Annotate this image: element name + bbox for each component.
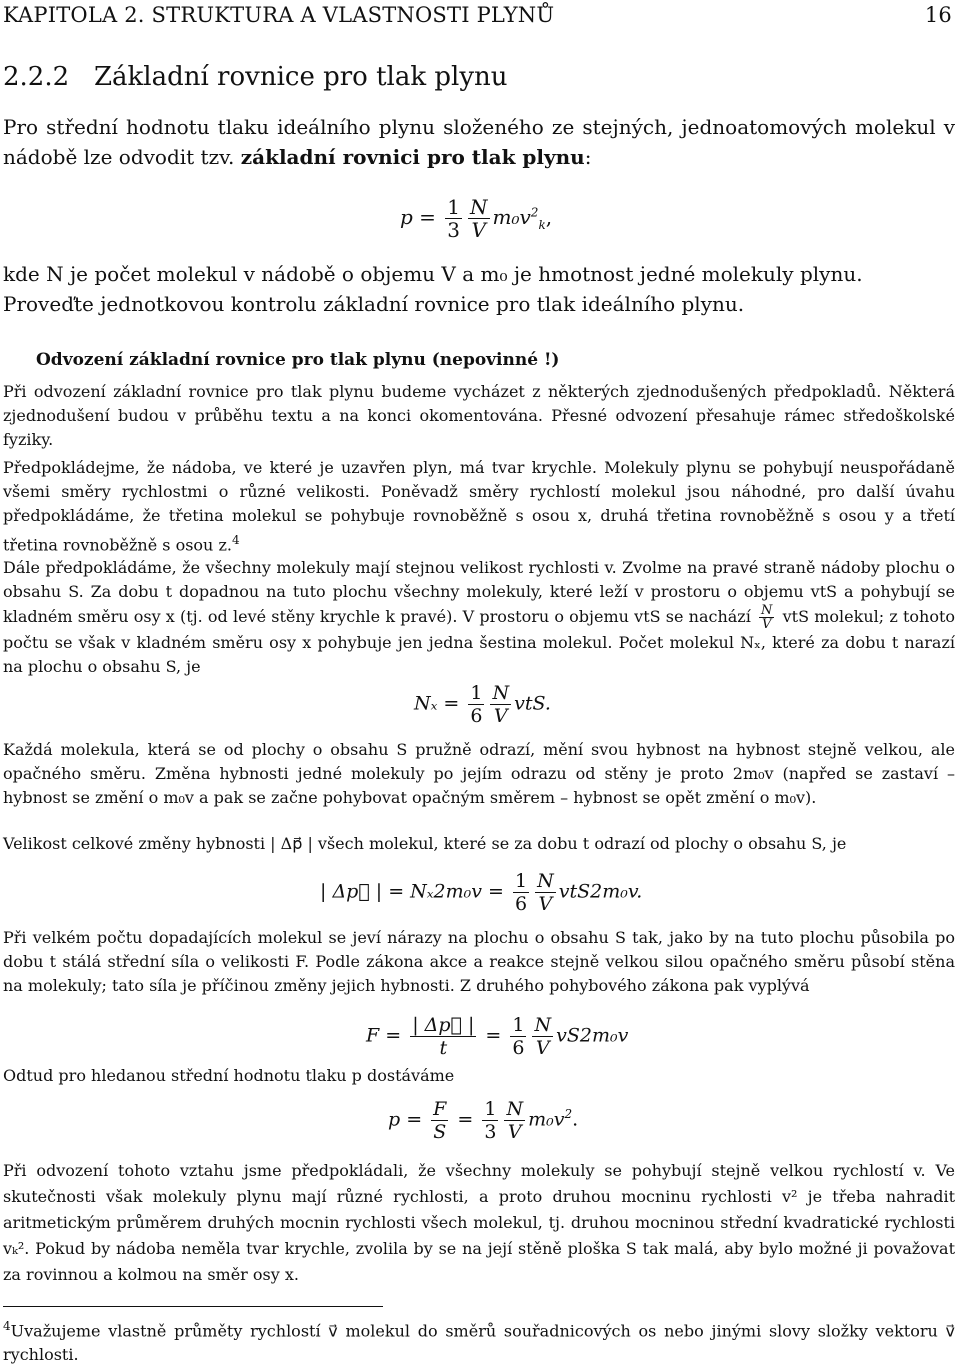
eq1-num1: 1 <box>447 195 461 219</box>
running-header <box>3 3 952 33</box>
eq4-frac-0 <box>410 1014 476 1059</box>
p3-inline-frac <box>759 604 774 631</box>
eq5-den0: S <box>433 1121 447 1143</box>
eq4-den2: V <box>535 1037 550 1059</box>
eq5-den2: V <box>507 1121 522 1143</box>
eq5-frac-b <box>504 1098 525 1143</box>
eq2-num2: N <box>492 682 510 704</box>
eq3-frac-a <box>513 870 529 915</box>
eq2-lhs: Nₓ = <box>414 692 460 715</box>
eq5-frac-a <box>482 1098 498 1143</box>
eq3-rhs: vtS2m₀v. <box>558 880 643 903</box>
footnote-text: Uvažujeme vlastně průměty rychlostí v⃗ molekul do směrů souřadnicových os nebo jinými slovy složky vektoru v⃗ rychlosti. <box>3 1321 955 1365</box>
derivation-p6: Při velkém počtu dopadajících molekul se jeví nárazy na plochu o obsahu S tak, jako by na tuto plochu působila po dobu t stálá střední síla o velikosti F. Podle zákona akce a reakce stejně velkou silou opačného směru působí stěna na molekuly; tato síla je příčinou změny jejich hybnosti. Z druhého pohybového zákona pak vyplývá <box>3 928 955 995</box>
eq5-frac-0 <box>431 1098 448 1143</box>
page-number: 16 <box>924 3 952 27</box>
intro-colon: : <box>584 145 592 169</box>
eq5-sup: 2 <box>564 1107 573 1122</box>
eq5-den1: 3 <box>484 1121 497 1143</box>
eq3-frac-b <box>535 870 556 915</box>
eq1-num2: N <box>470 195 488 219</box>
eq5-lhs: p = <box>388 1108 423 1131</box>
p3-frac-num: N <box>761 603 773 618</box>
derivation-p2 <box>3 456 955 557</box>
derivation-p3-text: Dále předpokládáme, že všechny molekuly mají stejnou velikost rychlosti v. Zvolme na pravé straně nádoby plochu o obsahu S. Za dobu t dopadnou na tuto plochu všechny molekuly, které leží v prostoru o objemu vtS a pohybují se kladném směru osy x (tj. od levé stěny krychle k pravé). V prostoru o objemu vtS se nachází <box>3 558 955 626</box>
intro-text: Pro střední hodnotu tlaku ideálního plynu složeného ze stejných, jednoatomových molekul v nádobě lze odvodit tzv. <box>3 115 955 169</box>
eq1-den2: V <box>471 218 486 242</box>
running-title: KAPITOLA 2. STRUKTURA A VLASTNOSTI PLYNŮ <box>3 3 555 27</box>
derivation-p7: Odtud pro hledanou střední hodnotu tlaku p dostáváme <box>3 1066 455 1085</box>
derivation-heading: Odvození základní rovnice pro tlak plynu (nepovinné !) <box>36 350 560 370</box>
section-number: 2.2.2 <box>3 62 70 92</box>
equation-pressure <box>400 196 552 241</box>
eq3-den1: 6 <box>515 893 528 915</box>
eq3-den2: V <box>538 893 553 915</box>
eq1-frac-b <box>468 196 490 241</box>
eq1-end: , <box>545 205 553 229</box>
eq4-rhs: vS2m₀v <box>556 1024 629 1047</box>
eq4-den1: 6 <box>512 1037 525 1059</box>
equation-pressure-result <box>388 1098 578 1143</box>
derivation-p4: Každá molekula, která se od plochy o obsahu S pružně odrazí, mění svou hybnost na hybnost stejně velkou, ale opačného směru. Změna hybnosti jedné molekuly po jejím odrazu od stěny je proto 2m₀v (napřed se zastaví – hybnost se změní o m₀v a pak se začne pohybovat opačným směrem – hybnost se opět změní o m₀v). <box>3 740 955 807</box>
footnote-rule <box>3 1306 383 1307</box>
intro-after-eq-text: kde N je počet molekul v nádobě o objemu V a m₀ je hmotnost jedné molekuly plynu. <box>3 262 863 286</box>
eq4-den0: t <box>439 1037 448 1059</box>
eq2-den1: 6 <box>470 705 483 727</box>
derivation-p2-text: Předpokládejme, že nádoba, ve které je uzavřen plyn, má tvar krychle. Molekuly plynu se pohybují neuspořádaně všemi směry rychlostmi o různé velikosti. Poněvadž směry rychlostí molekul jsou náhodné, pro další úvahu předpokládáme, že třetina molekul se pohybuje rovnoběžně s osou x, druhá třetina rovnoběžně s osou y a třetí třetina rovnoběžně s osou z. <box>3 458 955 555</box>
equation-nx <box>414 682 551 727</box>
eq4-mid: = <box>485 1024 502 1047</box>
eq3-num1: 1 <box>515 870 528 892</box>
derivation-p3b-text: vtS molekul; z tohoto počtu se však v kladném směru osy x pohybuje jen jedna šestina molekul. Počet molekul Nₓ, které za dobu t narazí na plochu o obsahu S, je <box>3 607 956 676</box>
eq4-frac-b <box>532 1014 553 1059</box>
section-title: Základní rovnice pro tlak plynu <box>93 62 508 92</box>
derivation-p1: Při odvození základní rovnice pro tlak plynu budeme vycházet z některých zjednodušených předpokladů. Některá zjednodušení budou v průběhu textu a na konci okomentována. Přesné odvození přesahuje rámec středoškolské fyziky. <box>3 382 955 449</box>
eq5-rhs: m₀v <box>528 1108 565 1131</box>
intro-paragraph <box>3 112 955 172</box>
eq4-num2: N <box>534 1014 552 1036</box>
eq5-num0: F <box>433 1098 447 1120</box>
eq1-lhs: p = <box>400 205 436 229</box>
derivation-p8: Při odvození tohoto vztahu jsme předpokládali, že všechny molekuly se pohybují stejně velkou rychlostí v. Ve skutečnosti však molekuly plynu mají různé rychlosti, a proto druhou mocninu rychlosti v² je třeba nahradit aritmetickým průměrem druhých mocnin rychlosti všech molekul, tj. druhou mocninou střední kvadratické rychlosti vₖ². Pokud by nádoba neměla tvar krychle, zvolila by se na její stěně ploška S tak malá, aby bylo možné ji považovat za rovinnou a kolmou na směr osy x. <box>3 1161 955 1284</box>
eq5-num1: 1 <box>484 1098 497 1120</box>
equation-force <box>366 1014 628 1059</box>
eq1-sup: 2 <box>530 205 539 220</box>
intro-task-text: Proveďte jednotkovou kontrolu základní rovnice pro tlak ideálního plynu. <box>3 292 745 316</box>
intro-after-equation <box>3 259 955 319</box>
footnote <box>3 1314 955 1367</box>
eq5-end: . <box>572 1108 579 1131</box>
section-heading <box>3 62 508 92</box>
derivation-p5: Velikost celkové změny hybnosti | Δp⃗ | všech molekul, které se za dobu t odrazí od plochy o obsahu S, je <box>3 834 847 853</box>
p3-frac-den: V <box>762 617 772 632</box>
eq2-den2: V <box>493 705 508 727</box>
eq5-num2: N <box>506 1098 524 1120</box>
intro-bold-phrase: základní rovnici pro tlak plynu <box>240 145 585 169</box>
eq2-frac-a <box>468 682 484 727</box>
eq4-lhs: F = <box>366 1024 402 1047</box>
equation-momentum <box>320 870 642 915</box>
eq2-rhs: vtS. <box>514 692 551 715</box>
eq3-num2: N <box>537 870 554 892</box>
eq1-frac-a <box>445 196 462 241</box>
eq4-num1: 1 <box>512 1014 525 1036</box>
footnote-mark: 4 <box>3 1319 11 1333</box>
eq2-num1: 1 <box>470 682 483 704</box>
footnote-ref: 4 <box>231 533 240 547</box>
derivation-p3 <box>3 556 955 679</box>
eq1-rhs: m₀v <box>492 205 531 229</box>
eq1-sub: k <box>538 218 546 232</box>
eq4-frac-a <box>510 1014 526 1059</box>
eq2-frac-b <box>490 682 511 727</box>
eq5-mid: = <box>457 1108 474 1131</box>
eq4-num0: | Δp⃗ | <box>412 1014 475 1036</box>
eq3-lhs: | Δp⃗ | = Nₓ2m₀v = <box>320 880 504 903</box>
eq1-den1: 3 <box>447 218 461 242</box>
